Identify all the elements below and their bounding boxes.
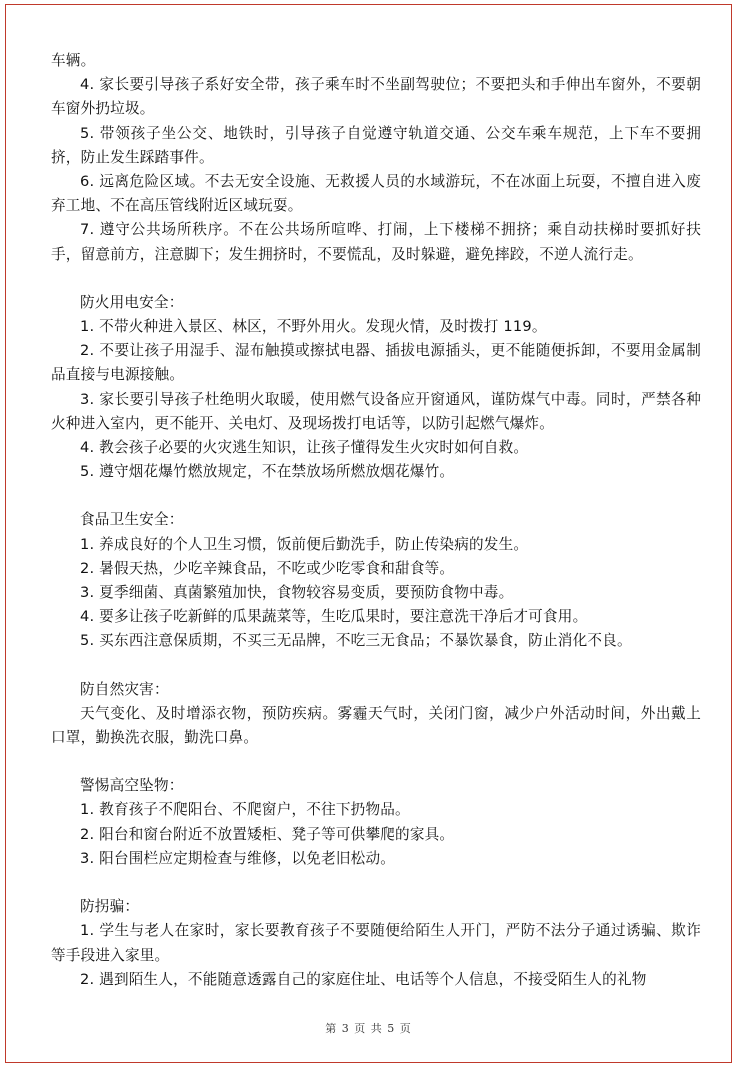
transport-item-7: 7. 遵守公共场所秩序。不在公共场所喧哗、打闹，上下楼梯不拥挤；乘自动扶梯时要抓好扶手，留意前方，注意脚下；发生拥挤时，不要慌乱，及时躲避，避免摔跤，不逆人流行走。	[51, 221, 701, 263]
page-content	[51, 49, 701, 992]
falling-item: 3. 阳台围栏应定期检查与维修，以免老旧松动。	[80, 849, 396, 867]
fire-safety-heading: 防火用电安全：	[80, 293, 184, 311]
fraud-item: 1. 学生与老人在家时，家长要教育孩子不要随便给陌生人开门，严防不法分子通过诱骗、欺诈等手段进入家里。	[51, 922, 701, 964]
food-item: 1. 养成良好的个人卫生习惯，饭前便后勤洗手，防止传染病的发生。	[80, 535, 529, 553]
transport-item-4: 4. 家长要引导孩子系好安全带，孩子乘车时不坐副驾驶位；不要把头和手伸出车窗外，不要朝车窗外扔垃圾。	[51, 76, 701, 118]
section-gap	[51, 267, 701, 291]
section-gap	[51, 750, 701, 774]
fire-item: 5. 遵守烟花爆竹燃放规定，不在禁放场所燃放烟花爆竹。	[80, 463, 455, 481]
falling-item: 2. 阳台和窗台附近不放置矮柜、凳子等可供攀爬的家具。	[80, 825, 455, 843]
fire-item: 4. 教会孩子必要的火灾逃生知识，让孩子懂得发生火灾时如何自救。	[80, 439, 529, 457]
fire-item: 2. 不要让孩子用湿手、湿布触摸或擦拭电器、插拔电源插头，更不能随便拆卸，不要用金属制品直接与电源接触。	[51, 342, 701, 384]
falling-objects-heading: 警惕高空坠物：	[80, 777, 184, 795]
anti-fraud-heading: 防拐骗：	[80, 898, 140, 916]
natural-disaster-text: 天气变化、及时增添衣物，预防疾病。雾霾天气时，关闭门窗，减少户外活动时间，外出戴上口罩，勤换洗衣服，勤洗口鼻。	[51, 704, 701, 747]
transport-item-5: 5. 带领孩子坐公交、地铁时，引导孩子自觉遵守轨道交通、公交车乘车规范，上下车不要拥挤，防止发生踩踏事件。	[51, 124, 701, 166]
transport-continued-text: 车辆。	[51, 52, 96, 69]
food-item: 5. 买东西注意保质期，不买三无品牌，不吃三无食品；不暴饮暴食，防止消化不良。	[80, 632, 632, 650]
food-item: 4. 要多让孩子吃新鲜的瓜果蔬菜等，生吃瓜果时，要注意洗干净后才可食用。	[80, 608, 588, 626]
falling-item: 1. 教育孩子不爬阳台、不爬窗户，不往下扔物品。	[80, 801, 410, 819]
food-safety-heading: 食品卫生安全：	[80, 511, 184, 529]
food-item: 2. 暑假天热，少吃辛辣食品，不吃或少吃零食和甜食等。	[80, 559, 455, 577]
page-number-footer: 第 3 页 共 5 页	[325, 1022, 412, 1035]
food-item: 3. 夏季细菌、真菌繁殖加快，食物较容易变质，要预防食物中毒。	[80, 584, 514, 602]
section-gap	[51, 654, 701, 678]
fraud-item: 2. 遇到陌生人，不能随意透露自己的家庭住址、电话等个人信息，不接受陌生人的礼物	[80, 970, 647, 988]
fire-item: 1. 不带火种进入景区、林区，不野外用火。发现火情，及时拨打 119。	[80, 318, 547, 336]
natural-disaster-heading: 防自然灾害：	[80, 680, 169, 698]
document-page	[5, 4, 732, 1063]
fire-item: 3. 家长要引导孩子杜绝明火取暖，使用燃气设备应开窗通风，谨防煤气中毒。同时，严禁各种火种进入室内，更不能开、关电灯、及现场拨打电话等，以防引起燃气爆炸。	[51, 390, 701, 432]
section-gap	[51, 871, 701, 895]
section-gap	[51, 484, 701, 508]
transport-item-6: 6. 远离危险区域。不去无安全设施、无救援人员的水域游玩，不在冰面上玩耍，不擅自进入废弃工地、不在高压管线附近区域玩耍。	[51, 173, 701, 215]
